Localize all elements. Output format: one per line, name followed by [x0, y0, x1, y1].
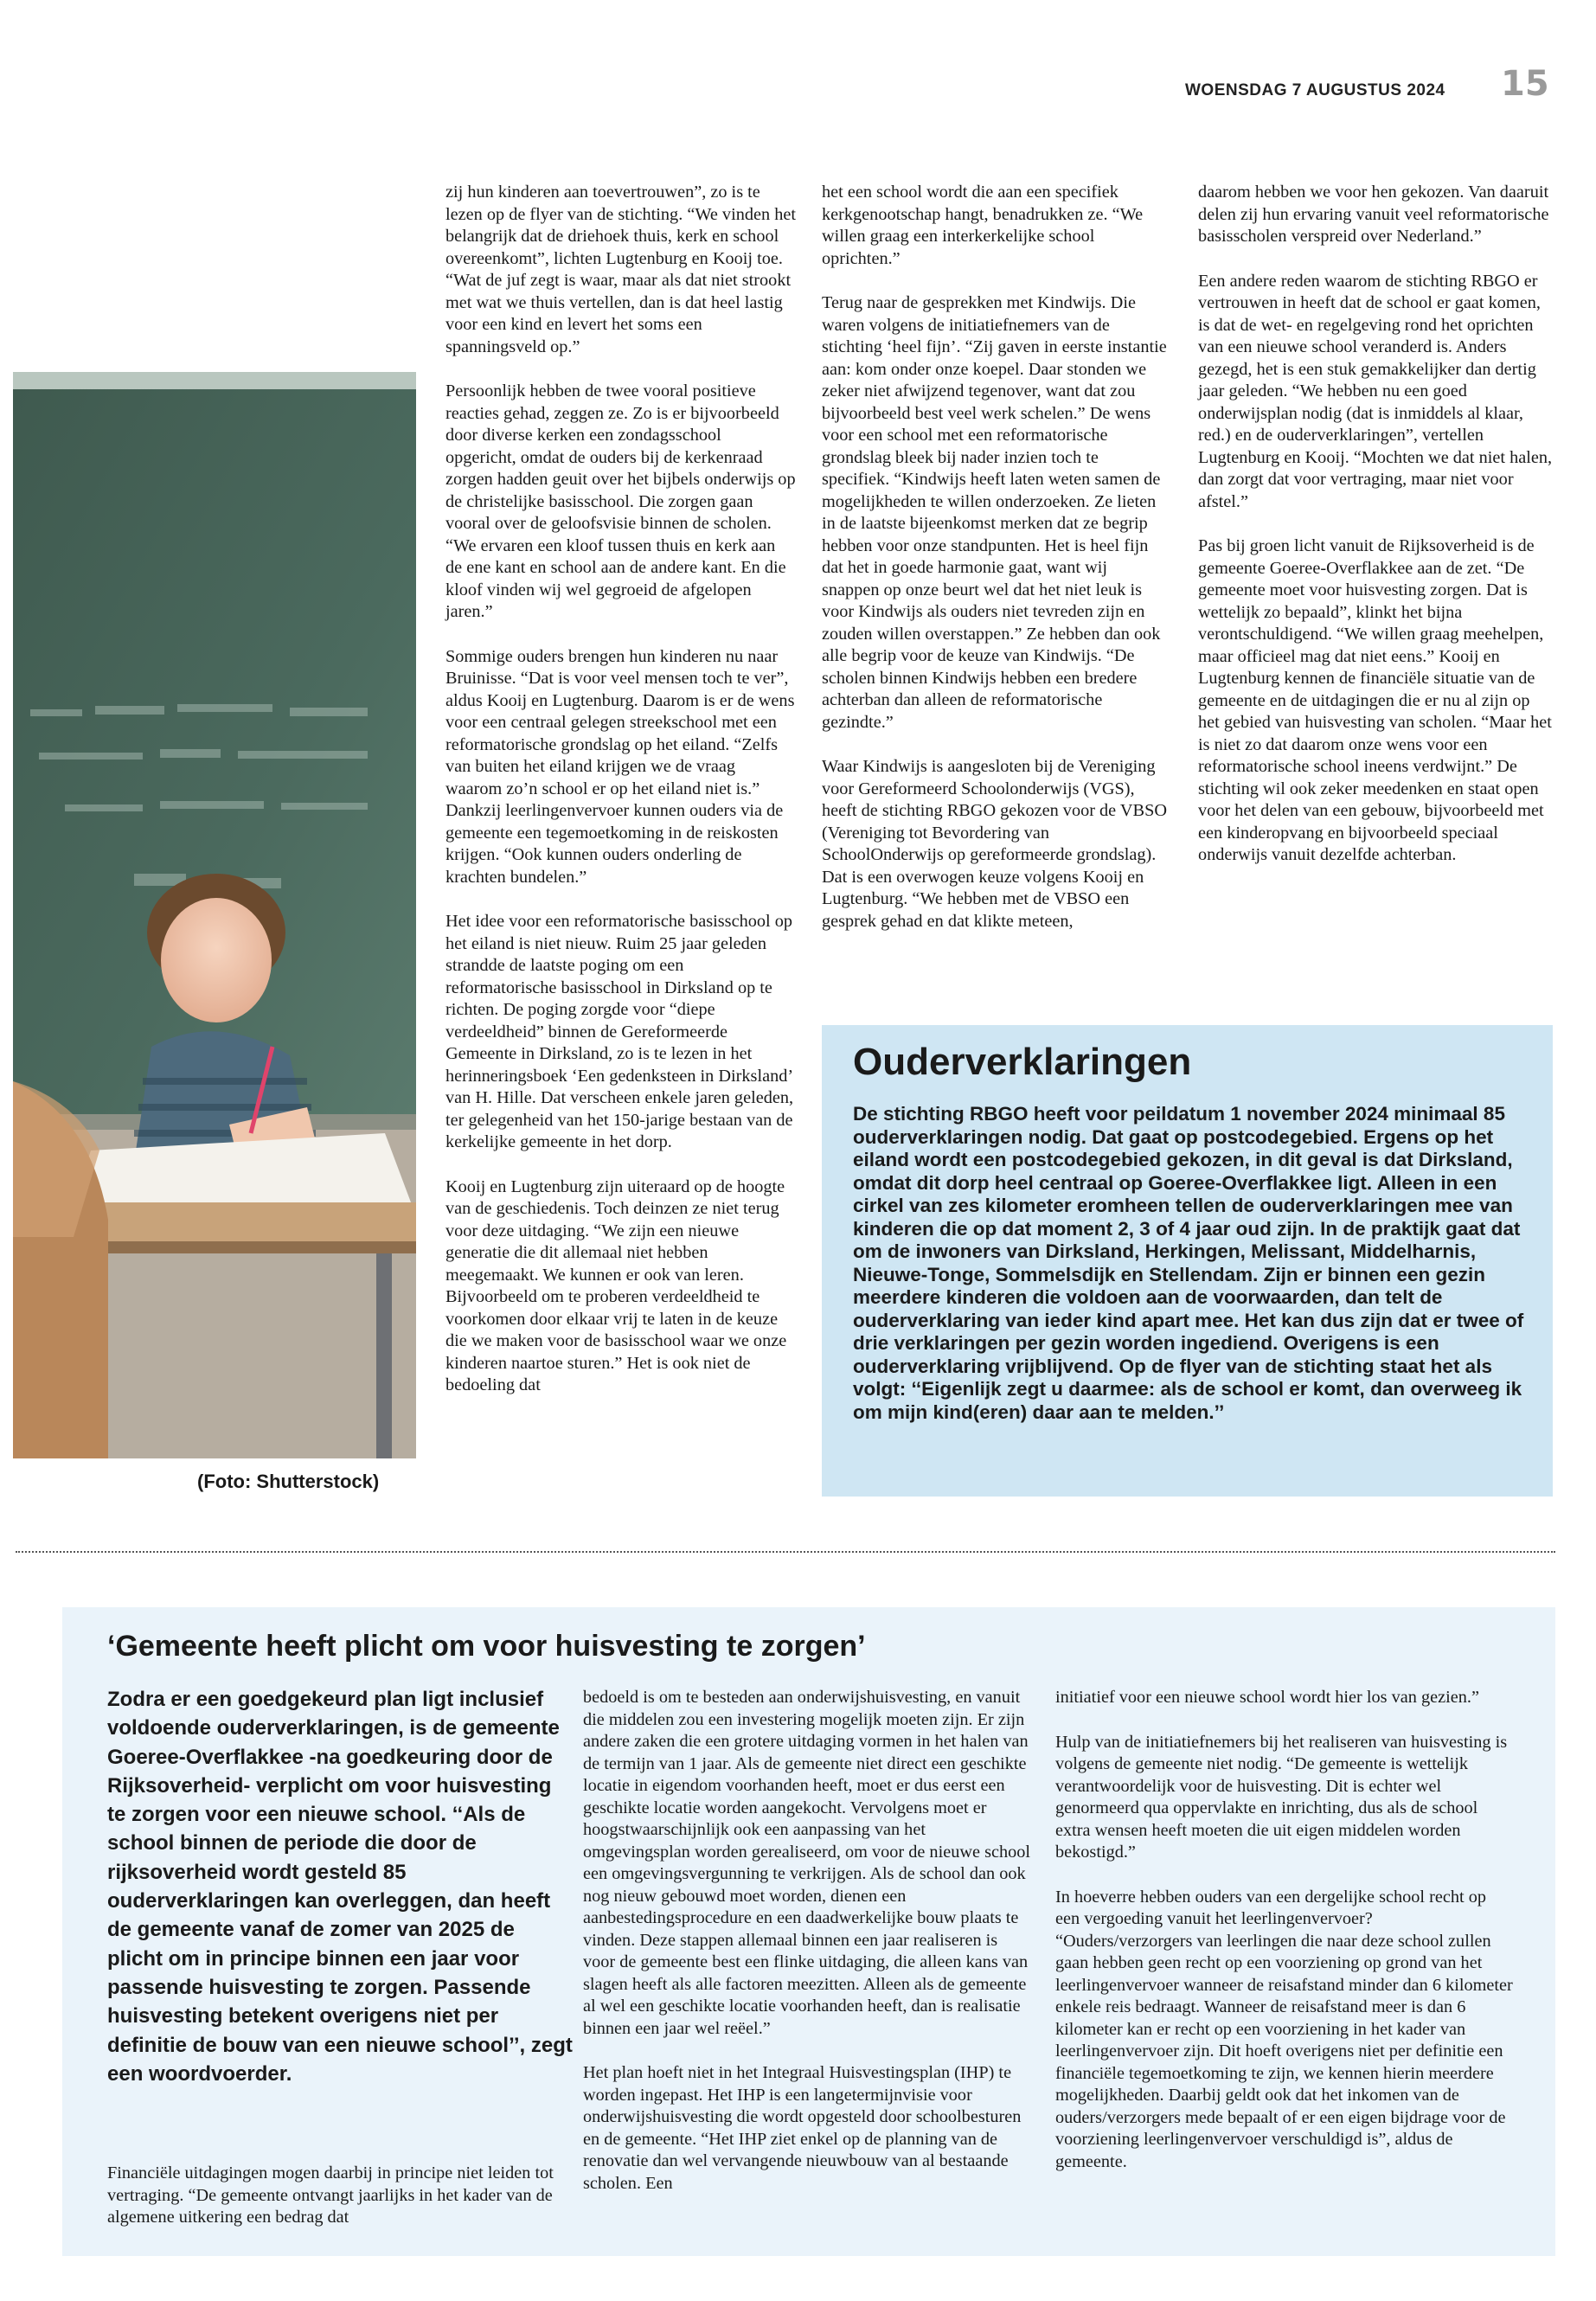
page-number: 15: [1501, 64, 1549, 104]
paragraph: Waar Kindwijs is aangesloten bij de Vereniging voor Gereformeerd Schoolonderwijs (VGS), heeft de stichting RBGO gekozen voor de VBSO (Vereniging tot Bevordering van SchoolOnderwijs op gereformeerde grondslag). Dat is een overwogen keuze volgens Kooij en Lugtenburg. “We hebben met de VBSO een gesprek gehad en dat klikte meteen,: [822, 757, 1167, 931]
ouderverklaringen-box: [822, 1025, 1553, 1497]
paragraph: Hulp van de initiatiefnemers bij het realiseren van huisvesting is volgens de gemeente niet nodig. “De gemeente is wettelijk verantwoordelijk voor de huisvesting. Dit is echter wel genormeerd qua oppervlakte en inrichting, dus als de school extra wensen heeft moeten die uit eigen middelen worden bekostigd.”: [1055, 1732, 1508, 1862]
paragraph: Een andere reden waarom de stichting RBGO er vertrouwen in heeft dat de school er gaat komen, is dat de wet- en regelgeving rond het oprichten van een nieuwe school veranderd is. Anders gezegd, het is een stuk gemakkelijker dan dertig jaar geleden. “We hebben nu een goed onderwijsplan nodig (dat is inmiddels al klaar, red.) en de ouderverklaringen”, vertellen Lugtenburg en Kooij. “Mochten we dat niet halen, dan zorgt dat voor vertraging, maar niet voor afstel.”: [1198, 271, 1553, 511]
article-column-2: [822, 182, 1168, 955]
paragraph: Het idee voor een reformatorische basisschool op het eiland is niet nieuw. Ruim 25 jaar geleden strandde de laatste poging om een reformatorische basisschool in Dirksland op te richten. De poging zorgde voor “diepe verdeeldheid” binnen de Gereformeerde Gemeente in Dirksland, zo is te lezen in het herinneringsboek ‘Een gedenksteen in Dirksland’ van H. Hille. Dat verscheen enkele jaren geleden, ter gelegenheid van het 150-jarige bestaan van de kerkelijke gemeente in het dorp.: [445, 912, 794, 1151]
box-lead: Zodra er een goedgekeurd plan ligt inclusief voldoende ouderverklaringen, is de gemeente Goeree-Overflakkee -na goedkeuring door de Rijksoverheid- verplicht om voor huisvesting te zorgen voor een nieuwe school. ‘‘Als de school binnen de periode die door de rijksoverheid wordt gesteld 85 ouderverklaringen kan overleggen, dan heeft de gemeente vanaf de zomer van 2025 de plicht om in principe binnen een jaar voor passende huisvesting te zorgen. Passende huisvesting betekent overigens niet per definitie de bouw van een nieuwe school’’, zegt een woordvoerder.: [107, 1688, 573, 2086]
box-column-2: [583, 1687, 1033, 2217]
paragraph: bedoeld is om te besteden aan onderwijshuisvesting, en vanuit die middelen zou een investering mogelijk moeten zijn. Er zijn andere zaken die een grotere uitdaging vormen in het halen van de termijn van 1 jaar. Als de gemeente niet direct een geschikte locatie in eigendom voorhanden heeft, moet er dus eerst een geschikte locatie worden aangekocht. Vervolgens moet er hoogstwaarschijnlijk ook een aanpassing van het omgevingsplan worden gerealiseerd, om voor de nieuwe school een omgevingsvergunning te verkrijgen. Als de school dan ook nog nieuw gebouwd moet worden, dienen een aanbestedingsprocedure en een daadwerkelijke bouw plaats te vinden. Deze stappen allemaal binnen een jaar realiseren is voor de gemeente best een flinke uitdaging, die alleen kans van slagen heeft als alle factoren meezitten. Alleen als de gemeente al wel een geschikte locatie voorhanden heeft, dan is realisatie binnen een jaar wel reëel.”: [583, 1688, 1031, 2038]
gemeente-box: [62, 1607, 1555, 2256]
photo-caption: (Foto: Shutterstock): [197, 1471, 380, 1492]
box-column-3: [1055, 1687, 1514, 2195]
paragraph: Financiële uitdagingen mogen daarbij in principe niet leiden tot vertraging. “De gemeente ontvangt jaarlijks in het kader van de algemene uitkering een bedrag dat: [107, 2163, 554, 2227]
paragraph: initiatief voor een nieuwe school wordt hier los van gezien.”: [1055, 1688, 1479, 1707]
section-divider: [16, 1551, 1555, 1553]
paragraph: Pas bij groen licht vanuit de Rijksoverheid is de gemeente Goeree-Overflakkee aan de zet. “De gemeente moet voor huisvesting zorgen. Dat is wettelijk zo bepaald”, klinkt het bijna verontschuldigend. “We willen graag meehelpen, maar officieel mag dat niet eens.” Kooij en Lugtenburg kennen de financiële situatie van de gemeente en de uitdagingen die er nu al zijn op het gebied van huisvesting van scholen. “Maar het is niet zo dat daarom onze wens voor een reformatorische school ineens verdwijnt.” De stichting wil ook zeker meedenken en staat open voor het delen van een gebouw, bijvoorbeeld met een kinderopvang en bijvoorbeeld speciaal onderwijs vanuit dezelfde achterban.: [1198, 536, 1552, 864]
paragraph: Het plan hoeft niet in het Integraal Huisvestingsplan (IHP) te worden ingepast. Het IHP is een langetermijnvisie voor onderwijshuisvesting die wordt opgesteld door schoolbesturen en de gemeente. “Het IHP ziet enkel op de planning van de renovatie dan wel vervangende nieuwbouw van al bestaande scholen. Een: [583, 2063, 1022, 2193]
paragraph: Terug naar de gesprekken met Kindwijs. Die waren volgens de initiatiefnemers van de stichting ‘heel fijn’. “Zij gaven in eerste instantie aan: kom onder onze koepel. Daar stonden we zeker niet afwijzend tegenover, want dat zou bijvoorbeeld best veel werk schelen.” De wens voor een school met een reformatorische grondslag bleek bij nader inzien toch te specifiek. “Kindwijs heeft laten weten samen de mogelijkheden te willen onderzoeken. Ze lieten in de laatste bijeenkomst merken dat ze begrip hebben voor onze standpunten. Het is heel fijn dat het in goede harmonie gaat, want wij snappen op onze beurt wel dat het niet leuk is voor Kindwijs als ouders niet tevreden zijn en zouden willen overstappen.” Ze hebben dan ook alle begrip voor de keuze van Kindwijs. “De scholen binnen Kindwijs hebben een bredere achterban dan alleen de reformatorische gezindte.”: [822, 293, 1167, 732]
box-headline: ‘Gemeente heeft plicht om voor huisvesting te zorgen’: [107, 1630, 866, 1663]
box-text: De stichting RBGO heeft voor peildatum 1 november 2024 minimaal 85 ouderverklaringen nodig. Dat gaat op postcodegebied. Ergens op het eiland wordt een postcodegebied gekozen, in dit geval is dat Dirksland, omdat dit dorp heel centraal op Goeree-Overflakkee ligt. Alleen in een cirkel van zes kilometer eromheen tellen de ouderverklaringen mee van kinderen die op dat moment 2, 3 of 4 jaar oud zijn. In de praktijk gaat dat om de inwoners van Dirksland, Herkingen, Melissant, Middelharnis, Nieuwe-Tonge, Sommelsdijk en Stellendam. Zijn er binnen een gezin meerdere kinderen die voldoen aan de voorwaarden, dan telt de ouderverklaring van ieder kind apart mee. Het kan dus zijn dat er twee of drie verklaringen per gezin worden ingediend. Overigens is een ouderverklaring vrijblijvend. Op de flyer van de stichting staat het als volgt: ‘‘Eigenlijk zegt u daarmee: als de school er komt, dan overweeg ik om mijn kind(eren) daar aan te melden.’’: [853, 1103, 1524, 1423]
page-date: WOENSDAG 7 AUGUSTUS 2024: [1185, 81, 1445, 99]
paragraph: Kooij en Lugtenburg zijn uiteraard op de hoogte van de geschiedenis. Toch deinzen ze niet terug voor deze uitdaging. “We zijn een nieuwe generatie die dit allemaal niet hebben meegemaakt. We kunnen er ook van leren. Bijvoorbeeld om te proberen verdeeldheid te voorkomen door elkaar vrij te laten in de keuze die we maken voor de basisschool waar we onze kinderen naartoe sturen.” Het is ook niet de bedoeling dat: [445, 1176, 787, 1394]
paragraph: Sommige ouders brengen hun kinderen nu naar Bruinisse. “Dat is voor veel mensen toch te ver”, aldus Kooij en Lugtenburg. Daarom is er de wens voor een centraal gelegen streekschool met een reformatorische grondslag op het eiland. “Zelfs van buiten het eiland krijgen we de vraag waarom zo’n school er op het eiland niet is.” Dankzij leerlingenvervoer kunnen ouders via de gemeente een tegemoetkoming in de reiskosten krijgen. “Ook kunnen ouders onderling de krachten bundelen.”: [445, 646, 795, 887]
paragraph: zij hun kinderen aan toevertrouwen”, zo is te lezen op de flyer van de stichting. “We vinden het belangrijk dat de driehoek thuis, kerk en school overeenkomt”, lichten Lugtenburg en Kooij toe. “Wat de juf zegt is waar, maar als dat niet strookt met wat we thuis vertellen, dan is dat heel lastig voor een kind en levert het soms een spanningsveld op.”: [445, 183, 796, 356]
paragraph: In hoeverre hebben ouders van een dergelijke school recht op een vergoeding vanuit het leerlingenvervoer? “Ouders/verzorgers van leerlingen die naar deze school zullen gaan hebben geen recht op een voorziening op grond van het leerlingenvervoer wanneer de reisafstand minder dan 6 kilometer enkele reis bedraagt. Wanneer de reisafstand meer is dan 6 kilometer kan er recht op een voorziening in het kader van leerlingenvervoer zijn. Dit hoeft overigens niet per definitie een financiële tegemoetkoming te zijn, we kennen hierin meerdere mogelijkheden. Daarbij geldt ook dat het inkomen van de ouders/verzorgers mede bepaalt of er een eigen bijdrage voor de voorziening leerlingenvervoer verschuldigd is”, aldus de gemeente.: [1055, 1887, 1513, 2171]
box-column-1: [107, 2163, 561, 2252]
box-title: Ouderverklaringen: [853, 1041, 1192, 1083]
classroom-photo: [13, 372, 416, 1458]
article-column-3: [1198, 182, 1553, 889]
article-column-1: [445, 182, 796, 1420]
paragraph: daarom hebben we voor hen gekozen. Van daaruit delen zij hun ervaring vanuit veel reformatorische basisscholen verspreid over Nederland.”: [1198, 183, 1549, 246]
paragraph: het een school wordt die aan een specifiek kerkgenootschap hangt, benadrukken ze. “We willen graag een interkerkelijke school oprichten.”: [822, 183, 1144, 268]
paragraph: Persoonlijk hebben de twee vooral positieve reacties gehad, zeggen ze. Zo is er bijvoorbeeld door diverse kerken een zondagsschool opgericht, omdat de ouders bij de kerkenraad zorgen hadden geuit over het bijbels onderwijs op de christelijke basisschool. Die zorgen gaan vooral over de geloofsvisie binnen de scholen. “We ervaren een kloof tussen thuis en kerk aan de ene kant en school aan de andere kant. En die kloof vinden wij wel gegroeid de afgelopen jaren.”: [445, 381, 796, 621]
